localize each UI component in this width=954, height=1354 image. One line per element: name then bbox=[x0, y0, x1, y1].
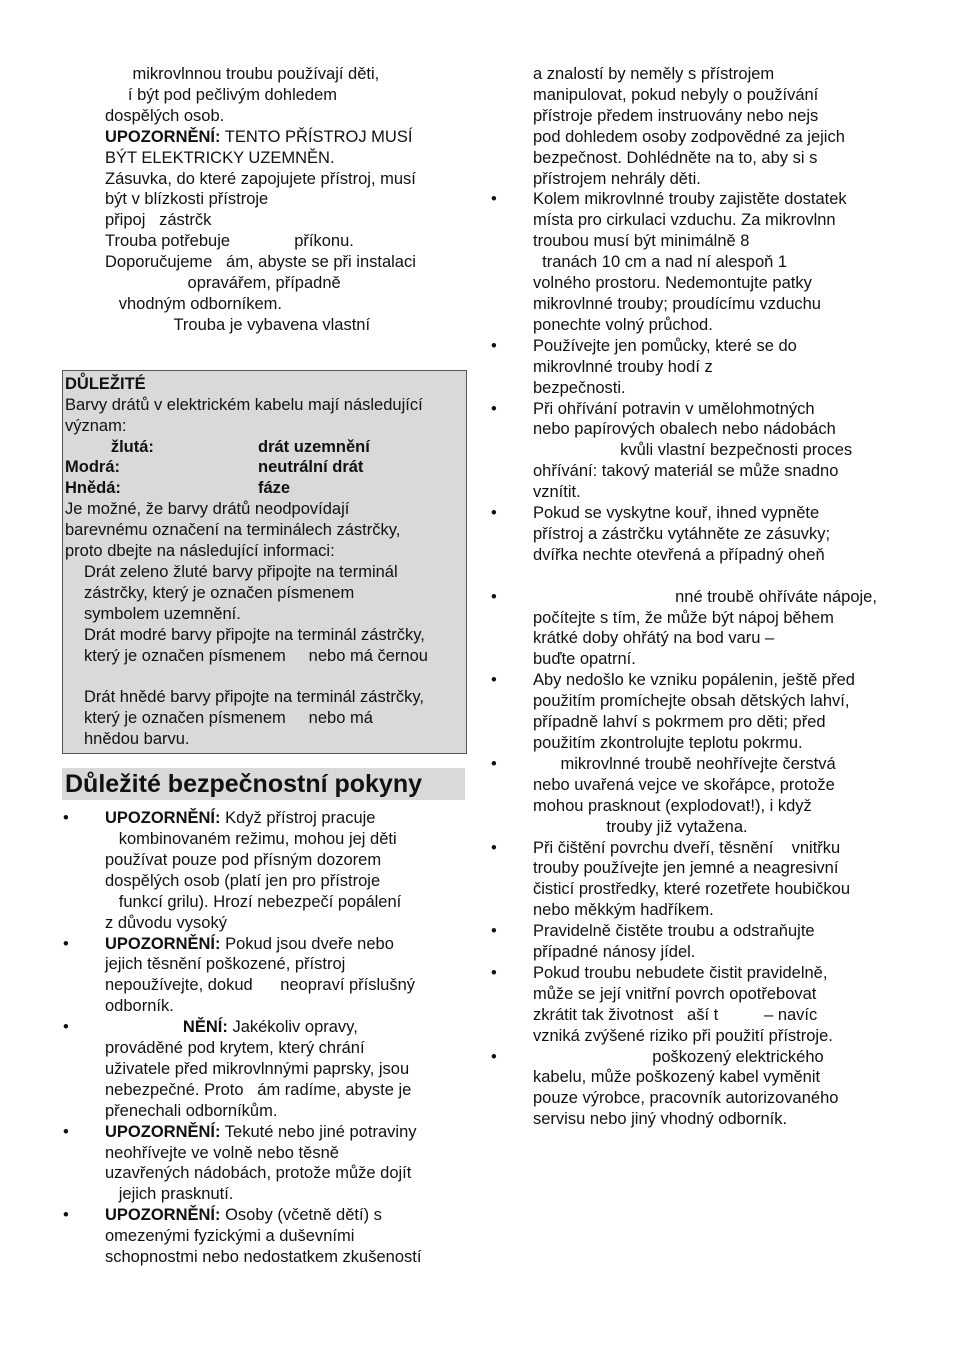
list-item-line: nné troubě ohříváte nápoje, bbox=[533, 587, 877, 606]
list-item bbox=[62, 808, 466, 933]
bullet-icon: • bbox=[491, 963, 497, 982]
intro-line: být v blízkosti přístroje bbox=[105, 190, 269, 209]
warning-text: Pokud jsou dveře nebo bbox=[220, 934, 394, 953]
warning-label: UPOZORNĚNÍ: bbox=[105, 1122, 221, 1141]
list-item-line: dospělých osob (platí jen pro přístroje bbox=[105, 871, 381, 890]
notice-text: proto dbejte na následující informaci: bbox=[65, 542, 335, 561]
bullet-icon: • bbox=[491, 922, 497, 941]
list-item-line: z důvodu vysoký bbox=[105, 913, 227, 932]
list-item bbox=[490, 336, 894, 399]
list-item-line: uživatele před mikrovlnnými paprsky, jsou bbox=[105, 1059, 410, 1078]
list-item-line: vznítit. bbox=[533, 483, 581, 502]
continued-line: přístrojem nehrály děti. bbox=[533, 169, 701, 188]
bullet-icon: • bbox=[491, 838, 497, 857]
warning-label: UPOZORNĚNÍ: bbox=[105, 809, 221, 828]
bullet-icon: • bbox=[491, 504, 497, 523]
list-item-line: mikrovlnné trouby; proudícímu vzduchu bbox=[533, 294, 821, 313]
list-item bbox=[490, 670, 894, 754]
list-item-line: použitím promíchejte obsah dětských lahví, bbox=[533, 692, 850, 711]
list-item-line: Při ohřívání potravin v umělohmotných bbox=[533, 399, 815, 418]
wire-color-row bbox=[65, 457, 463, 478]
list-item-line: troubou musí být minimálně 8 bbox=[533, 232, 750, 251]
list-item-line: případné nánosy jídel. bbox=[533, 943, 696, 962]
list-item-line: Pokud se vyskytne kouř, ihned vypněte bbox=[533, 504, 820, 523]
continued-line: přístroje předem instruovány nebo nejs bbox=[533, 106, 819, 125]
list-item-line: tranách 10 cm a nad ní alespoň 1 bbox=[533, 253, 788, 272]
list-item-line: místa pro cirkulaci vzduchu. Za mikrovlnn bbox=[533, 211, 836, 230]
wire-color-value: fáze bbox=[258, 479, 291, 498]
list-item-line: funkcí grilu). Hrozí nebezpečí popálení bbox=[105, 892, 402, 911]
safety-list-right bbox=[490, 189, 894, 1130]
warning-text: Osoby (včetně dětí) s bbox=[220, 1206, 382, 1225]
list-item bbox=[490, 963, 894, 1047]
continued-line: a znalostí by neměly s přístrojem bbox=[533, 65, 775, 83]
notice-item bbox=[84, 666, 463, 687]
bullet-icon: • bbox=[491, 399, 497, 418]
warning-text: Tekuté nebo jiné potraviny bbox=[220, 1122, 417, 1141]
intro-line: Zásuvka, do které zapojujete přístroj, musí bbox=[105, 169, 416, 188]
bullet-icon: • bbox=[63, 1206, 69, 1225]
wire-color-value: drát uzemnění bbox=[258, 437, 370, 456]
list-item-line: používat pouze pod přísným dozorem bbox=[105, 850, 382, 869]
notice-item: Drát hnědé barvy připojte na terminál zástrčky, bbox=[84, 688, 424, 707]
list-item-line bbox=[105, 808, 466, 829]
bullet-icon: • bbox=[491, 587, 497, 606]
list-item-line: poškozený elektrického bbox=[533, 1047, 824, 1066]
list-item-line: nebezpečné. Proto ám radíme, abyste je bbox=[105, 1080, 412, 1099]
list-item bbox=[490, 921, 894, 963]
bullet-icon: • bbox=[63, 1122, 69, 1141]
list-item-line: servisu nebo jiný vhodný odborník. bbox=[533, 1110, 788, 1129]
list-item-line: počítejte s tím, že může být nápoj během bbox=[533, 608, 834, 627]
list-item-line bbox=[105, 1205, 466, 1226]
notice-text: Je možné, že barvy drátů neodpovídají bbox=[65, 500, 350, 519]
continued-line: pod dohledem osoby zodpovědné za jejich bbox=[533, 127, 845, 146]
wire-color-key: Modrá: bbox=[65, 458, 120, 477]
list-item-line: ohřívání: takový materiál se může snadno bbox=[533, 462, 839, 481]
list-item-line: čisticí prostředky, které rozetřete houbičkou bbox=[533, 880, 850, 899]
list-item bbox=[62, 1205, 466, 1268]
bullet-icon: • bbox=[491, 671, 497, 690]
list-item bbox=[490, 399, 894, 504]
list-item-line: kvůli vlastní bezpečnosti proces bbox=[533, 441, 853, 460]
list-item-line: zkrátit tak životnost aší t – navíc bbox=[533, 1005, 818, 1024]
notice-item: zástrčky, který je označen písmenem bbox=[84, 583, 355, 602]
list-item-line: Aby nedošlo ke vzniku popálenin, ještě před bbox=[533, 671, 855, 690]
list-item-line: schopnostmi nebo nedostatkem zkušeností bbox=[105, 1248, 422, 1267]
list-item-line: buďte opatrní. bbox=[533, 650, 636, 669]
bullet-icon: • bbox=[491, 1047, 497, 1066]
list-item bbox=[490, 1047, 894, 1131]
notice-text: Barvy drátů v elektrickém kabelu mají následující bbox=[65, 395, 423, 414]
list-item-line: Pokud troubu nebudete čistit pravidelně, bbox=[533, 963, 828, 982]
list-item bbox=[490, 754, 894, 838]
list-item-line: nebo uvařená vejce ve skořápce, protože bbox=[533, 775, 835, 794]
list-item-line: mikrovlnné troubě neohřívejte čerstvá bbox=[533, 754, 836, 773]
list-item bbox=[62, 934, 466, 1018]
list-item-line: trouby používejte jen jemné a neagresivní bbox=[533, 859, 839, 878]
bullet-icon: • bbox=[491, 190, 497, 209]
notice-item: Drát modré barvy připojte na terminál zástrčky, bbox=[84, 625, 425, 644]
important-notice-box bbox=[62, 370, 467, 754]
list-item-line: Pravidelně čistěte troubu a odstraňujte bbox=[533, 922, 815, 941]
section-heading: Důležité bezpečnostní pokyny bbox=[62, 768, 465, 800]
notice-title: DŮLEŽITÉ bbox=[65, 374, 146, 393]
wire-color-key: žlutá: bbox=[65, 437, 154, 456]
list-item-line: odborník. bbox=[105, 997, 174, 1016]
list-item-line: nepoužívejte, dokud neopraví příslušný bbox=[105, 976, 416, 995]
notice-item: Drát zeleno žluté barvy připojte na terminál bbox=[84, 562, 398, 581]
intro-line: Trouba je vybavena vlastní bbox=[105, 315, 371, 334]
list-item-line: krátké doby ohřátý na bod varu – bbox=[533, 629, 775, 648]
warning-text: Když přístroj pracuje bbox=[220, 809, 376, 828]
list-item-line: prováděné pod krytem, který chrání bbox=[105, 1039, 365, 1058]
list-item-line bbox=[105, 1017, 466, 1038]
list-item-line: Kolem mikrovlnné trouby zajistěte dostatek bbox=[533, 190, 847, 209]
continued-line: manipulovat, pokud nebyly o používání bbox=[533, 85, 819, 104]
list-item-line: nebo měkkým hadříkem. bbox=[533, 901, 714, 920]
list-item-line: vzniká zvýšené riziko při použití přístroje. bbox=[533, 1026, 833, 1045]
list-item bbox=[490, 189, 894, 335]
list-item-line: dvířka nechte otevřená a případný oheň bbox=[533, 545, 825, 564]
notice-text: význam: bbox=[65, 416, 127, 435]
list-item-line: může se její vnitřní povrch opotřebovat bbox=[533, 984, 817, 1003]
warning-line bbox=[105, 127, 466, 148]
list-item-line: Používejte jen pomůcky, které se do bbox=[533, 336, 797, 355]
intro-line: vhodným odborníkem. bbox=[105, 294, 283, 313]
bullet-icon: • bbox=[491, 336, 497, 355]
list-item bbox=[62, 1017, 466, 1122]
list-item-line: neohřívejte ve volně nebo těsně bbox=[105, 1143, 339, 1162]
list-item-line: pouze výrobce, pracovník autorizovaného bbox=[533, 1089, 839, 1108]
list-item-line: případně lahví s pokrmem pro děti; před bbox=[533, 713, 826, 732]
notice-item: který je označen písmenem nebo má černou bbox=[84, 646, 428, 665]
bullet-icon: • bbox=[63, 809, 69, 828]
wire-color-row bbox=[65, 437, 463, 458]
warning-label: UPOZORNĚNÍ: bbox=[105, 934, 221, 953]
intro-line: opravářem, případně bbox=[105, 274, 341, 293]
list-item-line: Při čištění povrchu dveří, těsnění vnitřku bbox=[533, 838, 841, 857]
list-item-line: bezpečnosti. bbox=[533, 378, 626, 397]
continued-line: bezpečnost. Dohlédněte na to, aby si s bbox=[533, 148, 818, 167]
intro-line: í být pod pečlivým dohledem bbox=[105, 85, 338, 104]
list-item-line: přístroj a zástrčku vytáhněte ze zásuvky; bbox=[533, 524, 831, 543]
bullet-icon: • bbox=[491, 754, 497, 773]
list-item-line: mohou prasknout (explodovat!), i když bbox=[533, 796, 812, 815]
notice-item: hnědou barvu. bbox=[84, 730, 190, 749]
list-item bbox=[490, 503, 894, 587]
list-item-line: jejich těsnění poškozené, přístroj bbox=[105, 955, 346, 974]
continued-text bbox=[490, 64, 894, 189]
warning-label: UPOZORNĚNÍ: bbox=[105, 1206, 221, 1225]
list-item bbox=[490, 838, 894, 922]
list-item-line bbox=[105, 934, 466, 955]
intro-line: připoj zástrčk bbox=[105, 211, 212, 230]
left-column bbox=[62, 64, 466, 1268]
notice-text: barevnému označení na terminálech zástrčky, bbox=[65, 521, 401, 540]
wire-color-key: Hnědá: bbox=[65, 479, 121, 498]
intro-line: dospělých osob. bbox=[105, 106, 225, 125]
intro-section bbox=[62, 64, 466, 336]
list-item-line: omezenými fyzickými a duševními bbox=[105, 1227, 355, 1246]
warning-text: Jakékoliv opravy, bbox=[227, 1018, 358, 1037]
warning-text: TENTO PŘÍSTROJ MUSÍ bbox=[220, 127, 413, 146]
intro-line: mikrovlnnou troubu používají děti, bbox=[105, 65, 380, 83]
list-item bbox=[490, 587, 894, 671]
warning-text: BÝT ELEKTRICKY UZEMNĚN. bbox=[105, 148, 335, 167]
warning-label: UPOZORNĚNÍ: bbox=[105, 127, 221, 146]
intro-line: Trouba potřebuje příkonu. bbox=[105, 232, 354, 251]
list-item-line: volného prostoru. Nedemontujte patky bbox=[533, 274, 812, 293]
list-item-line bbox=[533, 566, 894, 587]
list-item-line: uzavřených nádobách, protože může dojít bbox=[105, 1164, 412, 1183]
list-item-line: trouby již vytažena. bbox=[533, 817, 748, 836]
list-item-line: přenechali odborníkům. bbox=[105, 1101, 278, 1120]
bullet-icon: • bbox=[63, 934, 69, 953]
list-item-line: jejich prasknutí. bbox=[105, 1185, 234, 1204]
notice-item: který je označen písmenem nebo má bbox=[84, 709, 373, 728]
list-item bbox=[62, 1122, 466, 1206]
list-item-line: nebo papírových obalech nebo nádobách bbox=[533, 420, 836, 439]
wire-color-row bbox=[65, 478, 463, 499]
list-item-line: použitím zkontrolujte teplotu pokrmu. bbox=[533, 733, 803, 752]
list-item-line: ponechte volný průchod. bbox=[533, 315, 713, 334]
list-item-line: kabelu, může poškozený kabel vyměnit bbox=[533, 1068, 821, 1087]
warning-label: NĚNÍ: bbox=[105, 1018, 228, 1037]
safety-list-left bbox=[62, 808, 466, 1268]
wire-color-value: neutrální drát bbox=[258, 458, 364, 477]
list-item-line bbox=[105, 1122, 466, 1143]
list-item-line: kombinovaném režimu, mohou jej děti bbox=[105, 829, 397, 848]
notice-item: symbolem uzemnění. bbox=[84, 604, 241, 623]
intro-line: Doporučujeme ám, abyste se při instalaci bbox=[105, 253, 416, 272]
right-column bbox=[490, 64, 894, 1130]
bullet-icon: • bbox=[63, 1018, 69, 1037]
list-item-line: mikrovlnné trouby hodí z bbox=[533, 357, 713, 376]
